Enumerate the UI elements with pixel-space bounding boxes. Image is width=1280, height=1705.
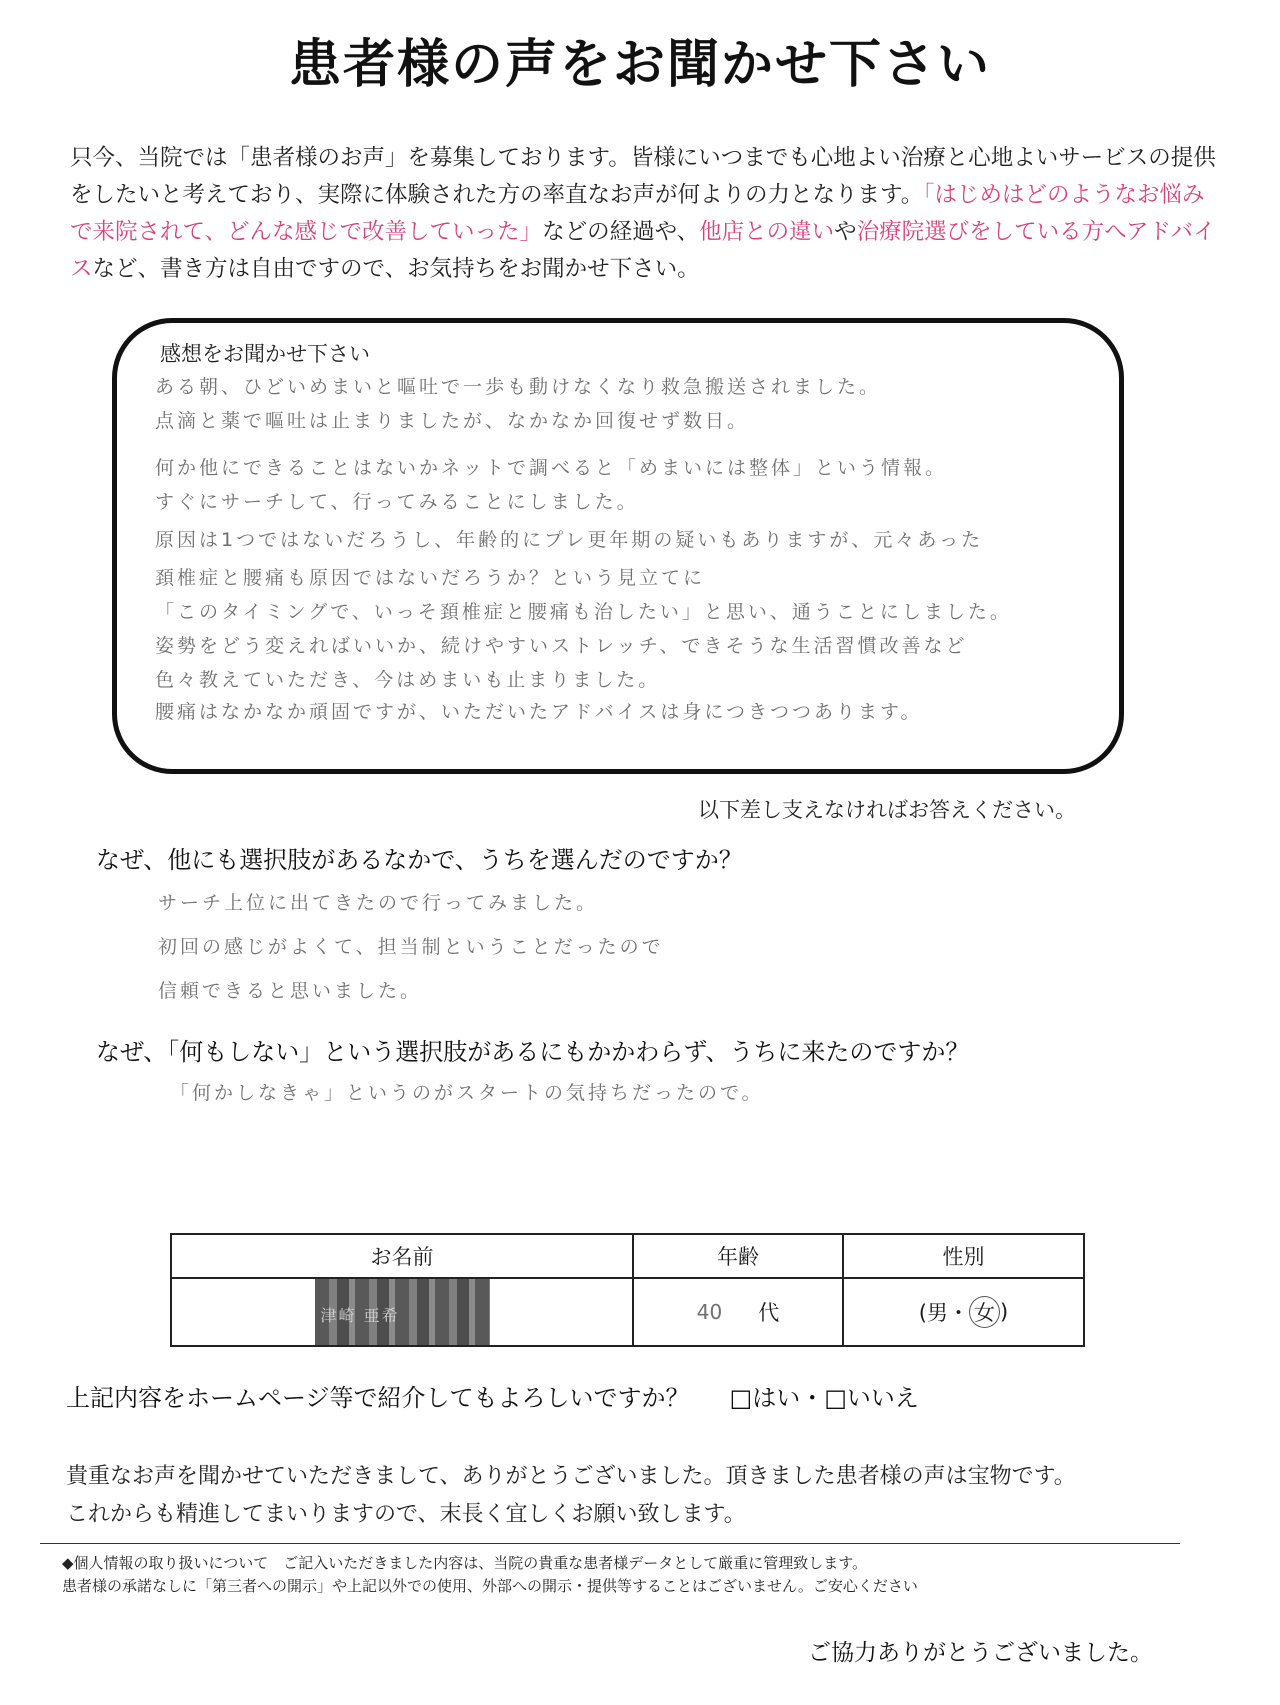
impression-line: 何か他にできることはないかネットで調べると「めまいには整体」という情報。: [155, 457, 948, 479]
gender-open: (男・: [918, 1301, 969, 1325]
privacy-line-1: ◆個人情報の取り扱いについて ご記入いただきました内容は、当院の貴重な患者様データとして厳重に管理致します。: [62, 1554, 868, 1572]
privacy-notice: [62, 1552, 918, 1598]
consent-options[interactable]: □はい・□いいえ: [729, 1384, 919, 1412]
intro-text-2: などの経過や、: [542, 219, 700, 245]
consent-row: [66, 1378, 919, 1413]
name-cell: [172, 1279, 634, 1345]
thanks-line-1: 貴重なお声を聞かせていただきまして、ありがとうございました。頂きました患者様の声は宝物です。: [66, 1464, 1076, 1489]
impression-line: 「このタイミングで、いっそ頚椎症と腰痛も治したい」と思い、通うことにしました。: [155, 601, 1012, 623]
thanks-line-2: これからも精進してまいりますので、末長く宜しくお願い致します。: [66, 1502, 746, 1527]
optional-note: 以下差し支えなければお答えください。: [698, 798, 1076, 822]
age-unit: 代: [758, 1301, 780, 1325]
divider: [40, 1543, 1180, 1544]
age-header: 年齢: [634, 1235, 844, 1279]
impressions-label: 感想をお聞かせ下さい: [160, 342, 370, 366]
consent-question: 上記内容をホームページ等で紹介してもよろしいですか？: [66, 1384, 690, 1412]
intro-text-3: や: [834, 219, 857, 245]
age-value: 40: [696, 1300, 723, 1324]
age-cell: [634, 1279, 844, 1345]
name-value: 津崎 亜希: [320, 1306, 400, 1325]
impression-line: 点滴と薬で嘔吐は止まりましたが、なかなか回復せず数日。: [155, 410, 750, 432]
intro-highlight-3: 治療院選びをしている方へアドバイス: [70, 219, 1216, 282]
privacy-line-2: 患者様の承諾なしに「第三者への開示」や上記以外での使用、外部への開示・提供等することはございません。ご安心ください: [62, 1577, 918, 1595]
impression-line: 腰痛はなかなか頑固ですが、いただいたアドバイスは身につきつつあります。: [155, 701, 923, 723]
gender-close: ): [1000, 1300, 1009, 1324]
gender-selected: 女: [969, 1296, 1000, 1328]
impression-line: 頚椎症と腰痛も原因ではないだろうか？という見立てに: [155, 567, 706, 589]
gender-header: 性別: [844, 1235, 1083, 1279]
impression-line: すぐにサーチして、行ってみることにしました。: [155, 491, 639, 513]
page-title: 患者様の声をお聞かせ下さい: [288, 35, 991, 95]
redacted-name: [315, 1279, 490, 1345]
closing-thanks: ご協力ありがとうございました。: [808, 1640, 1153, 1666]
name-header: お名前: [172, 1235, 634, 1279]
intro-paragraph: [70, 140, 1220, 288]
answer-2-line: 「何かしなきゃ」というのがスタートの気持ちだったので。: [170, 1082, 764, 1104]
intro-text-1: 只今、当院では「患者様のお声」を募集しております。皆様にいつまでも心地よい治療と心地よいサービスの提供をしたいと考えており、実際に体験された方の率直なお声が何よりの力となります。: [70, 145, 1216, 208]
intro-highlight-1: 「はじめはどのようなお悩みで来院されて、どんな感じで改善していった」: [70, 182, 1205, 245]
answer-1-line: 信頼できると思いました。: [158, 980, 423, 1002]
impression-line: ある朝、ひどいめまいと嘔吐で一歩も動けなくなり救急搬送されました。: [155, 376, 882, 398]
intro-highlight-2: 他店との違い: [699, 219, 835, 245]
question-2: なぜ、「何もしない」という選択肢があるにもかかわらず、うちに来たのですか？: [96, 1038, 970, 1066]
impression-line: 色々教えていただき、今はめまいも止まりました。: [155, 669, 661, 691]
impression-line: 原因は1つではないだろうし、年齢的にプレ更年期の疑いもありますが、元々あった: [155, 529, 984, 551]
answer-1-line: 初回の感じがよくて、担当制ということだったので: [158, 936, 664, 958]
answer-1-line: サーチ上位に出てきたので行ってみました。: [158, 892, 599, 914]
thanks-message: [66, 1458, 1216, 1534]
gender-cell: [844, 1279, 1083, 1345]
question-1: なぜ、他にも選択肢があるなかで、うちを選んだのですか？: [96, 846, 743, 874]
intro-text-4: など、書き方は自由ですので、お気持ちをお聞かせ下さい。: [92, 256, 700, 282]
impression-line: 姿勢をどう変えればいいか、続けやすいストレッチ、できそうな生活習慣改善など: [155, 635, 968, 657]
patient-info-table: [170, 1233, 1085, 1347]
